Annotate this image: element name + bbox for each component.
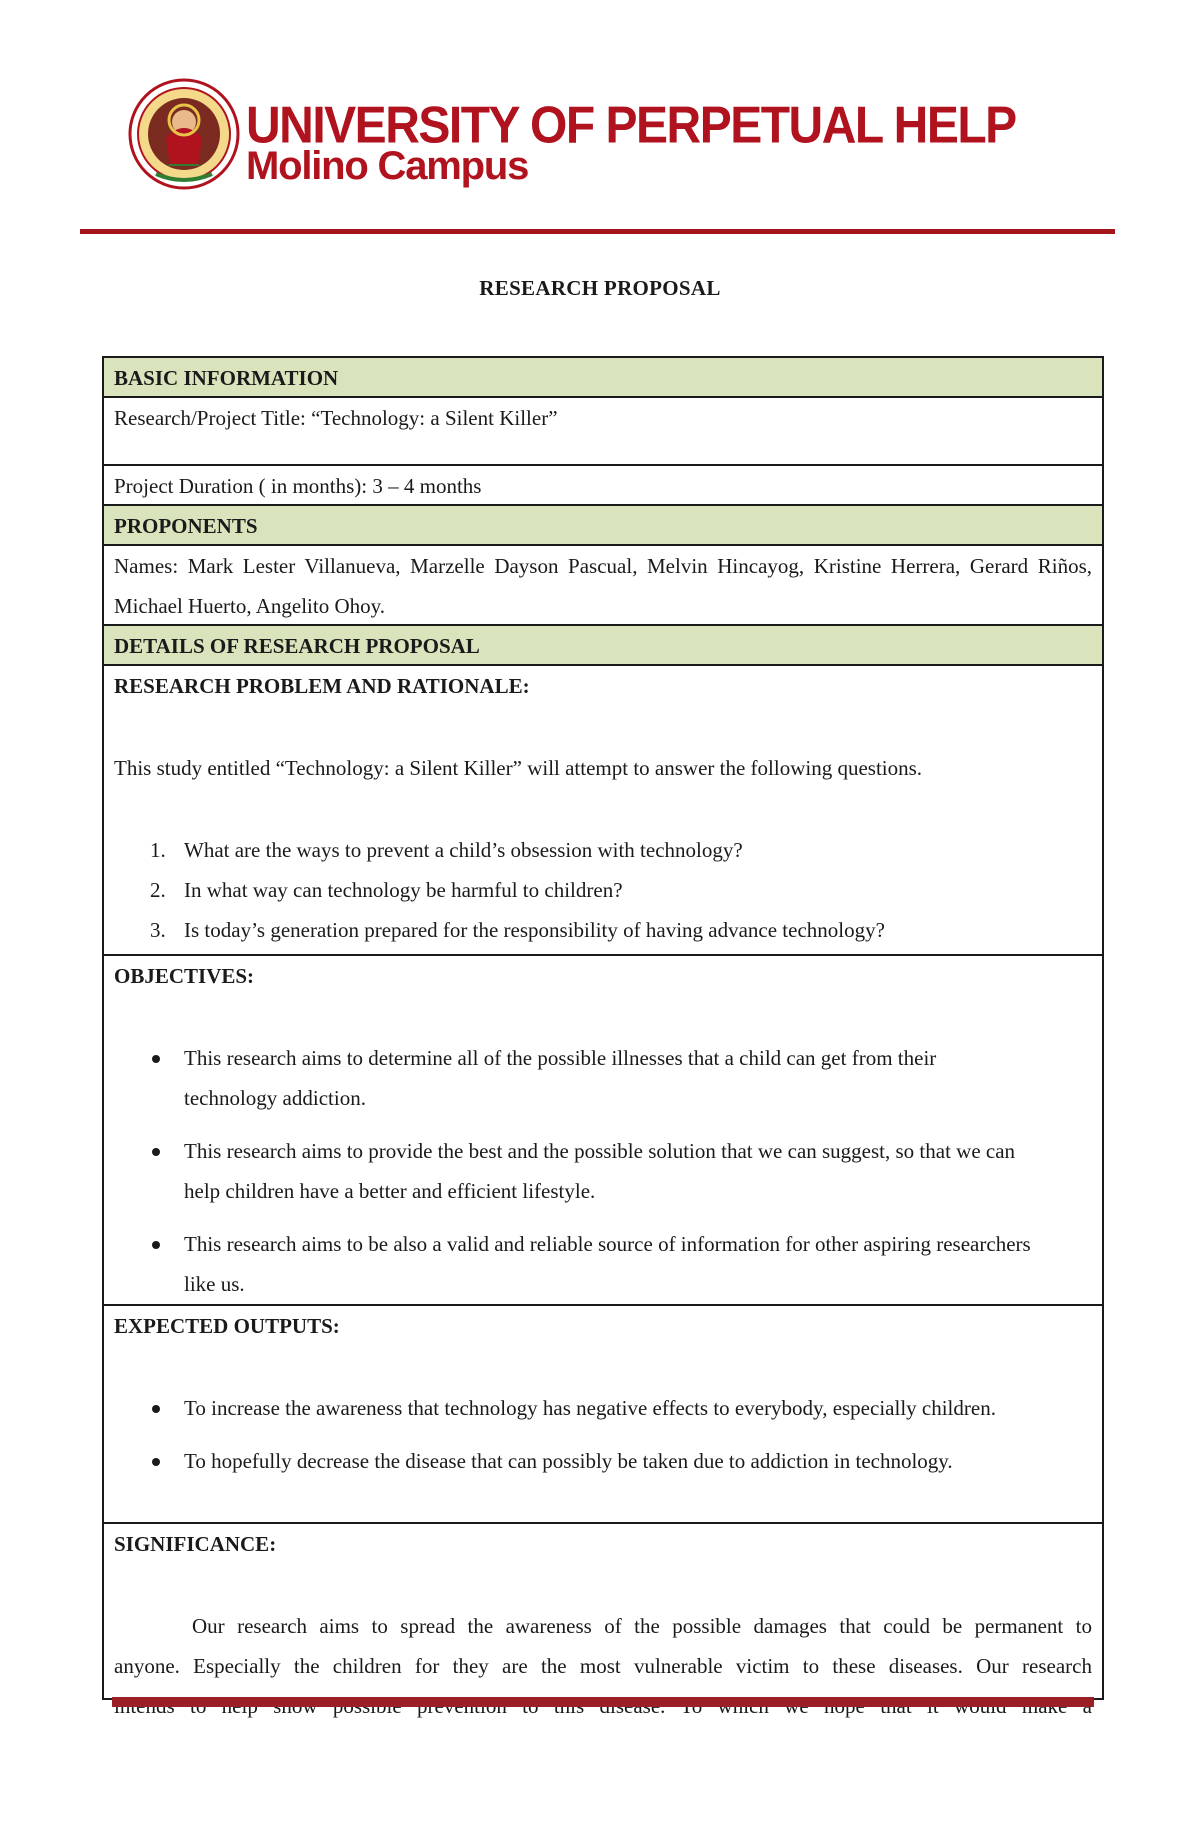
university-seal-icon	[128, 78, 240, 190]
proponents-names-row	[104, 546, 1102, 626]
research-questions-list	[114, 830, 1092, 950]
project-duration-row	[104, 466, 1102, 506]
document-title: RESEARCH PROPOSAL	[479, 276, 721, 300]
section-heading: PROPONENTS	[114, 514, 258, 538]
bullet-icon	[152, 1148, 160, 1156]
significance-label: SIGNIFICANCE:	[114, 1532, 277, 1556]
section-heading: BASIC INFORMATION	[114, 366, 339, 390]
expected-outputs-list	[114, 1388, 1092, 1481]
expected-outputs-row	[104, 1306, 1102, 1524]
proposal-form-table	[102, 356, 1104, 1700]
details-header	[104, 626, 1102, 666]
proponents-header	[104, 506, 1102, 546]
bullet-icon	[152, 1405, 160, 1413]
section-heading: DETAILS OF RESEARCH PROPOSAL	[114, 634, 480, 658]
proponents-names: Names: Mark Lester Villanueva, Marzelle Dayson Pascual, Melvin Hincayog, Kristine Herrera, Gerard Riños, Michael Huerto, Angelito Ohoy.	[114, 554, 1092, 618]
list-item: This research aims to determine all of the possible illnesses that a child can get from their technology addiction.	[114, 1038, 1032, 1118]
list-item: To increase the awareness that technology has negative effects to everybody, especially children.	[114, 1388, 1032, 1428]
campus-name: Molino Campus	[246, 144, 529, 188]
research-problem-row	[104, 666, 1102, 956]
basic-information-header	[104, 358, 1102, 398]
significance-line-2: anyone. Especially the children for they are the most vulnerable victim to these diseases. Our research	[114, 1654, 1092, 1678]
research-problem-label: RESEARCH PROBLEM AND RATIONALE:	[114, 674, 530, 698]
list-item: This research aims to provide the best and the possible solution that we can suggest, so that we can help children have a better and efficient lifestyle.	[114, 1131, 1032, 1211]
bullet-icon	[152, 1055, 160, 1063]
significance-line-1: Our research aims to spread the awareness of the possible damages that could be permanent to	[192, 1614, 1092, 1638]
project-duration-text: Project Duration ( in months): 3 – 4 months	[114, 474, 482, 498]
objectives-row	[104, 956, 1102, 1306]
letterhead	[128, 78, 1016, 198]
project-title-row	[104, 398, 1102, 466]
list-item: 3. Is today’s generation prepared for the responsibility of having advance technology?	[150, 918, 885, 942]
list-item: 1. What are the ways to prevent a child’s obsession with technology?	[150, 838, 743, 862]
university-name: UNIVERSITY OF PERPETUAL HELP	[246, 97, 1016, 155]
project-title-text: Research/Project Title: “Technology: a Silent Killer”	[114, 406, 558, 430]
research-problem-intro: This study entitled “Technology: a Silent Killer” will attempt to answer the following questions.	[114, 756, 923, 780]
objectives-label: OBJECTIVES:	[114, 964, 255, 988]
bullet-icon	[152, 1241, 160, 1249]
list-item: This research aims to be also a valid and reliable source of information for other aspiring researchers like us.	[114, 1224, 1032, 1304]
footer-bar	[112, 1697, 1094, 1707]
significance-row	[104, 1524, 1102, 1698]
objectives-list	[114, 1038, 1092, 1304]
list-item: To hopefully decrease the disease that can possibly be taken due to addiction in technology.	[114, 1441, 1032, 1481]
list-item: 2. In what way can technology be harmful to children?	[150, 878, 623, 902]
header-divider	[80, 229, 1115, 234]
bullet-icon	[152, 1458, 160, 1466]
expected-outputs-label: EXPECTED OUTPUTS:	[114, 1314, 340, 1338]
